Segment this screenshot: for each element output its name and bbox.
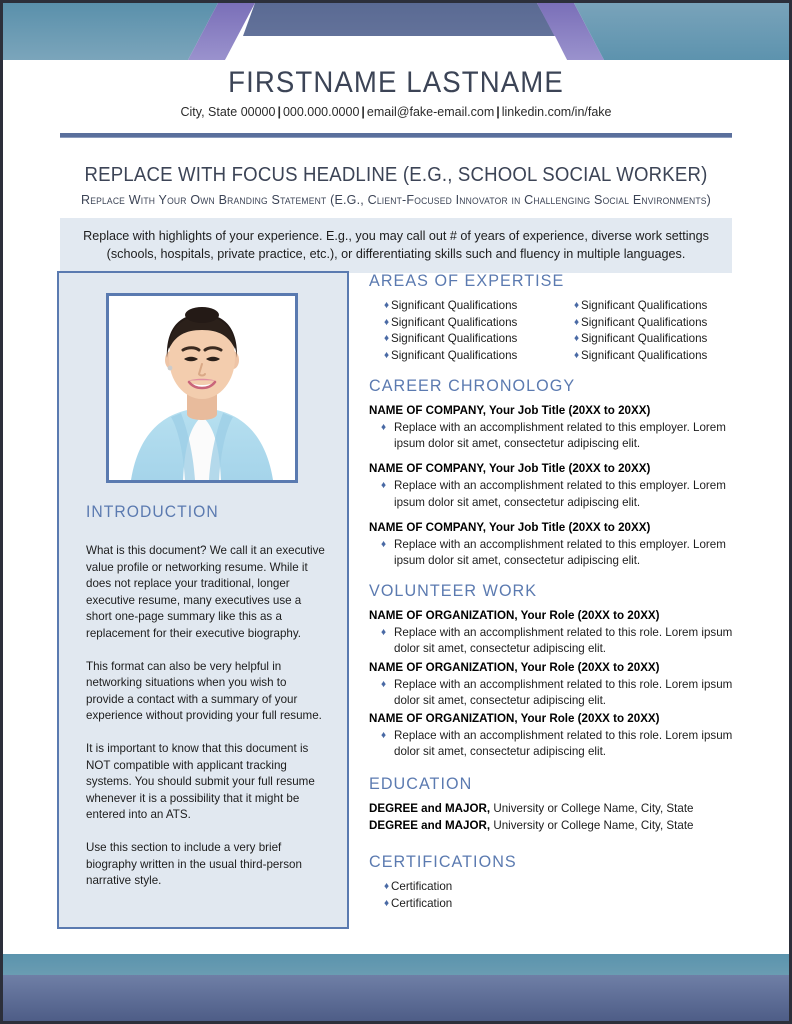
sidebar-panel (57, 271, 349, 929)
intro-paragraph: What is this document? We call it an executive value profile or networking resume. While it does not replace your traditional, longer executive resume, many executives use a short one-page summary like this as a replacement for their executive biography. (86, 544, 325, 640)
section-title-career: CAREER CHRONOLOGY (369, 376, 576, 395)
career-entry-heading: NAME OF COMPANY, Your Job Title (20XX to 20XX) (369, 462, 651, 476)
list-item (369, 331, 551, 348)
contact-location: City, State 00000 (180, 105, 276, 119)
section-title-certifications: CERTIFICATIONS (369, 852, 517, 872)
expertise-label: Significant Qualifications (391, 299, 518, 312)
list-item (559, 298, 741, 315)
volunteer-entry-text: Replace with an accomplishment related to this role. Lorem ipsum dolor sit amet, consectetur adipiscing elit. (394, 626, 733, 656)
contact-separator-1: | (277, 105, 281, 119)
expertise-label: Significant Qualifications (581, 299, 708, 312)
diamond-bullet-icon: ♦ (381, 538, 387, 550)
expertise-label: Significant Qualifications (391, 315, 518, 329)
contact-email[interactable]: email@fake-email.com (366, 105, 495, 119)
volunteer-entry (369, 608, 741, 657)
diamond-bullet-icon: ♦ (384, 881, 390, 893)
introduction-body (86, 543, 326, 906)
career-entry-heading: NAME OF COMPANY, Your Job Title (20XX to 20XX) (369, 520, 651, 534)
volunteer-entry-heading: NAME OF ORGANIZATION, Your Role (20XX to 20XX) (369, 609, 660, 623)
branding-statement: Replace With Your Own Branding Statement (E.G., Client-Focused Innovator in Challenging Social Environments) (80, 192, 712, 207)
header-banner-graphic (3, 3, 789, 60)
contact-linkedin[interactable]: linkedin.com/in/fake (501, 105, 612, 119)
career-entry-text: Replace with an accomplishment related to this employer. Lorem ipsum dolor sit amet, consectetur adipiscing elit. (394, 537, 726, 568)
diamond-bullet-icon: ♦ (381, 678, 387, 690)
diamond-bullet-icon: ♦ (381, 480, 387, 492)
section-certifications (369, 852, 741, 912)
diamond-bullet-icon: ♦ (384, 300, 390, 311)
education-entry (369, 818, 741, 834)
section-volunteer-work (369, 581, 741, 760)
list-item (369, 298, 551, 315)
volunteer-entry-bullet (369, 677, 741, 709)
expertise-grid (369, 298, 741, 364)
career-entry-heading: NAME OF COMPANY, Your Job Title (20XX to 20XX) (369, 404, 651, 417)
list-item (369, 348, 551, 365)
list-item (559, 331, 741, 348)
contact-separator-2: | (361, 105, 365, 119)
volunteer-entry-bullet (369, 728, 741, 760)
list-item (559, 315, 741, 332)
intro-paragraph: It is important to know that this document is NOT compatible with applicant tracking systems. You should submit your full resume whenever it is a possibility that it might be entered into an ATS. (86, 741, 315, 822)
avatar (106, 293, 298, 483)
list-item (559, 348, 741, 365)
list-item (369, 896, 741, 913)
career-entry-bullet (369, 478, 741, 510)
certification-label: Certification (391, 880, 453, 894)
page-title: FIRSTNAME LASTNAME (228, 66, 564, 99)
banner-center-notch (225, 36, 567, 60)
banner-right-teal (574, 3, 789, 60)
career-entry (369, 461, 741, 510)
volunteer-entry-heading: NAME OF ORGANIZATION, Your Role (20XX to 20XX) (369, 712, 660, 726)
footer-banner-graphic (3, 954, 789, 1021)
section-title-volunteer: VOLUNTEER WORK (369, 581, 538, 601)
section-areas-of-expertise (369, 271, 741, 364)
contact-line (3, 104, 789, 120)
intro-paragraph: Use this section to include a very brief biography written in the usual third-person narrative style. (86, 840, 302, 888)
diamond-bullet-icon: ♦ (574, 349, 580, 361)
volunteer-entry (369, 660, 741, 709)
certification-label: Certification (391, 896, 453, 910)
volunteer-entry-text: Replace with an accomplishment related to this role. Lorem ipsum dolor sit amet, consectetur adipiscing elit. (394, 729, 733, 759)
intro-paragraph: This format can also be very helpful in networking situations when you wish to provide a contact with a summary of your experience without providing your full resume. (86, 659, 322, 723)
section-title-education: EDUCATION (369, 774, 473, 794)
diamond-bullet-icon: ♦ (381, 422, 387, 433)
career-entry-bullet (369, 537, 741, 569)
education-degree: DEGREE and MAJOR, (369, 802, 491, 816)
banner-left-teal (3, 3, 218, 60)
main-content (369, 271, 741, 924)
volunteer-entry-text: Replace with an accomplishment related to this role. Lorem ipsum dolor sit amet, consectetur adipiscing elit. (394, 677, 733, 707)
headline-block (33, 163, 759, 210)
education-school: University or College Name, City, State (490, 818, 694, 832)
career-entry (369, 520, 741, 569)
education-degree: DEGREE and MAJOR, (369, 818, 491, 832)
section-title-expertise: AREAS OF EXPERTISE (369, 271, 565, 290)
section-career-chronology (369, 376, 741, 569)
career-entry (369, 403, 741, 452)
section-education (369, 774, 741, 834)
banner-center-slate (243, 3, 555, 36)
education-entry (369, 801, 741, 817)
contact-separator-3: | (496, 105, 500, 119)
volunteer-entry-heading: NAME OF ORGANIZATION, Your Role (20XX to 20XX) (369, 660, 660, 674)
education-school: University or College Name, City, State (490, 802, 694, 816)
expertise-label: Significant Qualifications (391, 332, 518, 345)
highlights-box: Replace with highlights of your experience. E.g., you may call out # of years of experience, diverse work settings (schools, hospitals, private practice, etc.), or differentiating skills such and fluency in multiple languages. (60, 218, 732, 273)
volunteer-entry-bullet (369, 625, 741, 657)
footer-band-slate (3, 975, 789, 1021)
expertise-label: Significant Qualifications (581, 348, 708, 362)
diamond-bullet-icon: ♦ (381, 730, 387, 742)
name-block (3, 65, 789, 120)
diamond-bullet-icon: ♦ (574, 316, 580, 328)
contact-phone: 000.000.0000 (282, 105, 360, 119)
expertise-label: Significant Qualifications (391, 348, 518, 362)
list-item (369, 315, 551, 332)
diamond-bullet-icon: ♦ (384, 349, 390, 361)
focus-headline: REPLACE WITH FOCUS HEADLINE (E.G., SCHOOL SOCIAL WORKER) (84, 164, 708, 186)
diamond-bullet-icon: ♦ (574, 333, 580, 344)
diamond-bullet-icon: ♦ (381, 627, 387, 639)
career-entry-bullet (369, 420, 741, 452)
footer-band-teal (3, 954, 789, 975)
expertise-label: Significant Qualifications (581, 315, 708, 329)
diamond-bullet-icon: ♦ (384, 333, 390, 344)
diamond-bullet-icon: ♦ (574, 300, 580, 311)
list-item (369, 879, 741, 896)
header-divider-rule (60, 133, 732, 138)
career-entry-text: Replace with an accomplishment related to this employer. Lorem ipsum dolor sit amet, consectetur adipiscing elit. (394, 421, 726, 451)
volunteer-entry (369, 711, 741, 760)
diamond-bullet-icon: ♦ (384, 316, 390, 328)
section-title-introduction: INTRODUCTION (86, 503, 219, 521)
expertise-label: Significant Qualifications (581, 332, 708, 345)
career-entry-text: Replace with an accomplishment related to this employer. Lorem ipsum dolor sit amet, consectetur adipiscing elit. (394, 479, 726, 509)
diamond-bullet-icon: ♦ (384, 897, 390, 909)
